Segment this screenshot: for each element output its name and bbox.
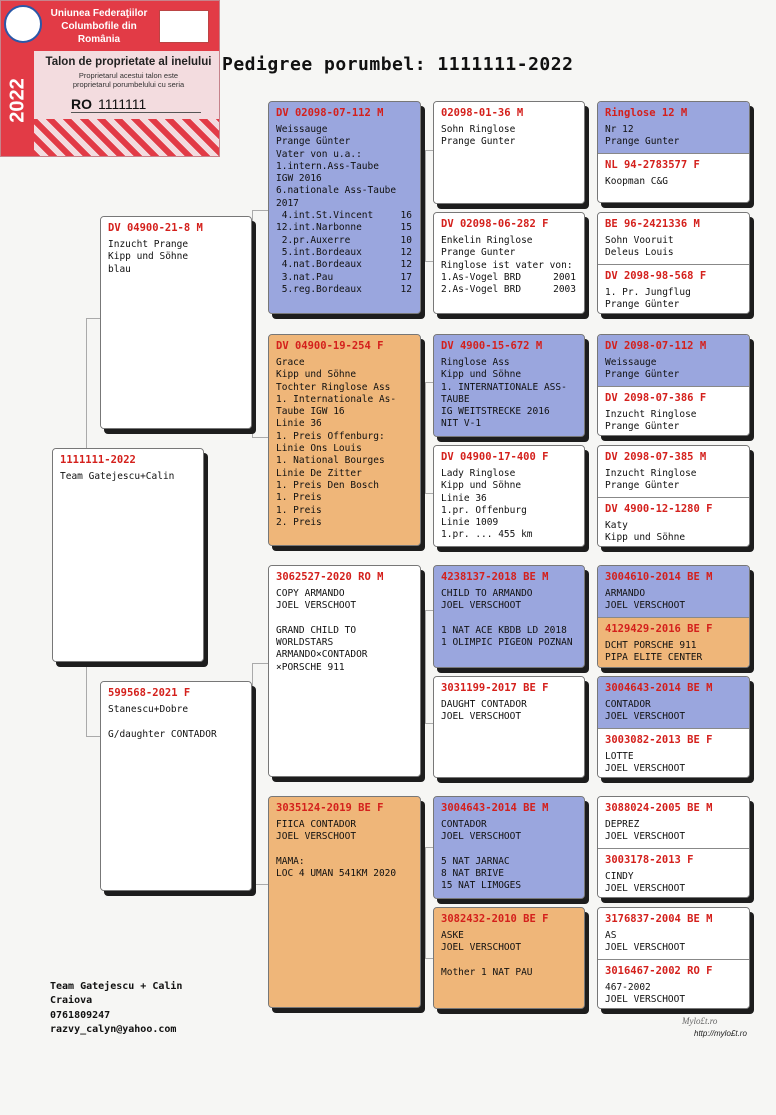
pedigree-card-sire	[100, 216, 252, 429]
pedigree-card-g5	[598, 335, 749, 386]
page-title: Pedigree porumbel: 1111111-2022	[222, 54, 574, 75]
card-line: 1. Preis	[276, 492, 322, 504]
card-line: Kipp und Söhne	[276, 369, 357, 381]
card-line: Sohn Ringlose	[441, 124, 516, 135]
ring-number: DV 4900-15-672 M	[441, 340, 543, 352]
pedigree-card-g16	[598, 959, 749, 1009]
card-line: LOC 4 UMAN 541KM 2020	[276, 868, 397, 880]
pedigree-card-g13	[598, 797, 749, 848]
pedigree-card-g6	[598, 386, 749, 436]
card-line: 1.pr. ... 455 km	[441, 529, 533, 541]
pedigree-card-g12	[598, 728, 749, 778]
card-line: blau	[108, 263, 131, 275]
card-line: ARMANDO	[605, 588, 646, 599]
card-line: Nr 12	[605, 124, 634, 135]
card-line: Prange Gunter	[441, 247, 516, 259]
card-line: JOEL VERSCHOOT	[605, 942, 686, 954]
card-line: CINDY	[605, 871, 634, 882]
card-line: Inzucht Prange	[108, 239, 189, 250]
card-line: JOEL VERSCHOOT	[276, 600, 357, 612]
pedigree-pair-3	[597, 334, 750, 436]
card-line: 2. Preis	[276, 516, 322, 528]
card-line: Prange Günter	[605, 299, 680, 311]
owner-name: Team Gatejescu + Calin	[50, 981, 183, 992]
card-line: CHILD TO ARMANDO	[441, 588, 533, 599]
card-line: 15 NAT LIMOGES	[441, 880, 522, 892]
card-line: JOEL VERSCHOOT	[605, 831, 686, 843]
stamp-ring-number: RO 1111111	[71, 96, 201, 113]
ring-number: DV 2098-07-386 F	[605, 392, 707, 404]
card-line: 8 NAT BRIVE	[441, 868, 504, 880]
card-line: 2017	[276, 197, 299, 209]
card-line: Linie 1009	[441, 517, 499, 529]
card-line: IGW 2016	[276, 173, 322, 185]
pedigree-card-g1	[598, 102, 749, 153]
card-line: Lady Ringlose	[441, 468, 516, 479]
card-line: Grace	[276, 357, 305, 368]
card-line: Prange Günter	[276, 136, 351, 148]
pedigree-card-g11	[598, 677, 749, 728]
card-line: NIT V-1	[441, 418, 482, 430]
card-line: Team Gatejescu+Calin	[60, 471, 175, 482]
ring-number: DV 04900-17-400 F	[441, 451, 549, 463]
pedigree-pair-1	[597, 101, 750, 203]
pedigree-card-sss	[433, 101, 585, 204]
card-line: 5 NAT JARNAC	[441, 855, 510, 867]
card-line: Kipp und Söhne	[108, 251, 189, 263]
ring-number: DV 2098-98-568 F	[605, 270, 707, 282]
card-line: Prange Gunter	[441, 136, 516, 148]
card-line	[441, 955, 578, 967]
card-line: 1. Preis Offenburg:	[276, 430, 385, 442]
card-line: Koopman C&G	[605, 176, 668, 187]
footer-url[interactable]: http://mylo£t.ro	[694, 1029, 747, 1038]
card-line: Prange Günter	[605, 480, 680, 492]
stamp-year: 2022	[6, 78, 29, 123]
ring-number: 3031199-2017 BE F	[441, 682, 549, 694]
card-line	[441, 613, 578, 625]
ring-number: 3016467-2002 RO F	[605, 965, 713, 977]
card-line: Kipp und Söhne	[605, 532, 686, 544]
ring-number: DV 2098-07-112 M	[605, 340, 707, 352]
pedigree-card-g3	[598, 213, 749, 264]
pedigree-card-dam	[100, 681, 252, 891]
card-line: Linie Ons Louis	[276, 443, 362, 455]
pedigree-pair-7	[597, 796, 750, 898]
card-line	[276, 844, 414, 856]
pedigree-card-g7	[598, 446, 749, 497]
card-line: Ringlose Ass	[441, 357, 510, 368]
pedigree-card-g15	[598, 908, 749, 959]
card-line: DAUGHT CONTADOR	[441, 699, 527, 710]
card-line: LOTTE	[605, 751, 634, 762]
result-row: 2.pr.Auxerre 10	[276, 234, 412, 246]
pedigree-card-g2	[598, 153, 749, 203]
pedigree-card-ddd	[433, 907, 585, 1009]
card-line: CONTADOR	[605, 699, 651, 710]
card-line	[276, 613, 414, 625]
card-line: Deleus Louis	[605, 247, 674, 259]
card-line: Inzucht Ringlose	[605, 468, 697, 479]
ring-number: 3003178-2013 F	[605, 854, 694, 866]
card-line: Linie 36	[276, 418, 322, 430]
pedigree-card-g8	[598, 497, 749, 547]
card-line: Taube IGW 16	[276, 406, 345, 418]
card-line: 1 NAT ACE KBDB LD 2018	[441, 624, 567, 636]
ring-number: 3004610-2014 BE M	[605, 571, 713, 583]
card-line: Linie De Zitter	[276, 467, 362, 479]
stamp-hatch-pattern	[34, 119, 220, 157]
card-line: MAMA:	[276, 855, 305, 867]
card-line: Linie 36	[441, 492, 487, 504]
card-line: Ringlose ist vater von:	[441, 259, 573, 271]
card-line: Katy	[605, 520, 628, 531]
card-line: Weissauge	[605, 357, 657, 368]
ring-number: 4129429-2016 BE F	[605, 623, 713, 635]
result-row: 5.reg.Bordeaux 12	[276, 283, 412, 295]
stamp-subtitle: Proprietarul acestui talon este proprietarul porumbelului cu seria	[72, 71, 185, 89]
pedigree-pair-5	[597, 565, 750, 668]
result-row: 4.int.St.Vincent 16	[276, 210, 412, 222]
pedigree-card-dss	[433, 565, 585, 668]
card-line: COPY ARMANDO	[276, 588, 345, 599]
pedigree-card-sire-dam	[268, 334, 421, 546]
stamp-union-name: Uniunea Federaţiilor Columbofile din România	[50, 8, 148, 45]
ring-number: 599568-2021 F	[108, 687, 191, 699]
result-row: 2.As-Vogel BRD 2003	[441, 284, 576, 296]
card-line: Vater von u.a.:	[276, 148, 362, 160]
pedigree-card-sdd	[433, 445, 585, 547]
card-line: 1. Preis Den Bosch	[276, 479, 379, 491]
ring-number: DV 02098-06-282 F	[441, 218, 549, 230]
result-row: 4.nat.Bordeaux 12	[276, 259, 412, 271]
result-row: 3.nat.Pau 17	[276, 271, 412, 283]
federation-logo-icon	[4, 5, 42, 43]
ring-number: DV 02098-07-112 M	[276, 107, 384, 119]
stamp-title: Talon de proprietate al inelului	[45, 56, 212, 68]
card-line: Weissauge	[276, 124, 328, 135]
pedigree-card-subject	[52, 448, 204, 662]
pedigree-card-dam-dam	[268, 796, 421, 1008]
card-line: Tochter Ringlose Ass	[276, 381, 391, 393]
ring-number: 3003082-2013 BE F	[605, 734, 713, 746]
card-line: 6.nationale Ass-Taube	[276, 185, 397, 197]
card-line: FIICA CONTADOR	[276, 819, 357, 830]
result-row: 5.int.Bordeaux 12	[276, 246, 412, 258]
connector-dam	[252, 663, 269, 885]
pedigree-card-ssd	[433, 212, 585, 314]
card-line	[108, 716, 245, 728]
pedigree-card-g14	[598, 848, 749, 898]
ring-number: NL 94-2783577 F	[605, 159, 700, 171]
card-line: JOEL VERSCHOOT	[605, 711, 686, 723]
card-line: Kipp und Söhne	[441, 480, 522, 492]
card-line: 1 OLIMPIC PIGEON POZNAN	[441, 637, 573, 649]
ring-number: 3004643-2014 BE M	[605, 682, 713, 694]
owner-contact	[50, 980, 182, 1037]
card-line: JOEL VERSCHOOT	[605, 994, 686, 1006]
card-line: Prange Gunter	[605, 136, 680, 148]
card-line: PIPA ELITE CENTER	[605, 652, 703, 664]
ring-number: 3088024-2005 BE M	[605, 802, 713, 814]
owner-phone: 0761809247	[50, 1009, 111, 1021]
card-line: JOEL VERSCHOOT	[605, 883, 686, 895]
card-line: WORLDSTARS	[276, 637, 334, 649]
card-line: GRAND CHILD TO	[276, 624, 357, 636]
card-line: 1.intern.Ass-Taube	[276, 160, 379, 172]
card-line: ARMANDO×CONTADOR	[276, 649, 368, 661]
card-line: JOEL VERSCHOOT	[605, 763, 686, 775]
ring-number: 02098-01-36 M	[441, 107, 524, 119]
card-line: 1. Pr. Jungflug	[605, 287, 691, 298]
pedigree-pair-2	[597, 212, 750, 314]
federation-emblem-icon	[159, 10, 209, 43]
card-line: DCHT PORSCHE 911	[605, 640, 697, 651]
ring-number: 3062527-2020 RO M	[276, 571, 384, 583]
ring-number: 1111111-2022	[60, 454, 136, 466]
pedigree-pair-8	[597, 907, 750, 1009]
card-line: Enkelin Ringlose	[441, 235, 533, 246]
ring-number: DV 2098-07-385 M	[605, 451, 707, 463]
pedigree-pair-4	[597, 445, 750, 547]
ring-number: 3004643-2014 BE M	[441, 802, 549, 814]
ring-number: DV 04900-19-254 F	[276, 340, 384, 352]
ring-number: DV 04900-21-8 M	[108, 222, 203, 234]
card-line: TAUBE	[441, 393, 470, 405]
card-line: JOEL VERSCHOOT	[276, 831, 357, 843]
pedigree-card-dds	[433, 796, 585, 899]
card-line: Mother 1 NAT PAU	[441, 966, 533, 978]
card-line: JOEL VERSCHOOT	[605, 600, 686, 612]
card-line	[441, 844, 578, 856]
pedigree-card-dsd	[433, 676, 585, 778]
card-line: JOEL VERSCHOOT	[441, 831, 522, 843]
ring-number: Ringlose 12 M	[605, 107, 688, 119]
card-line: Prange Günter	[605, 421, 680, 433]
ring-number: 3176837-2004 BE M	[605, 913, 713, 925]
result-row: 1.As-Vogel BRD 2001	[441, 271, 576, 283]
card-line: ×PORSCHE 911	[276, 661, 345, 673]
ring-number: 3082432-2010 BE F	[441, 913, 549, 925]
card-line: ASKE	[441, 930, 464, 941]
connector-sire	[252, 210, 269, 438]
card-line: JOEL VERSCHOOT	[441, 711, 522, 723]
pedigree-card-g4	[598, 264, 749, 314]
card-line: IG WEITSTRECKE 2016	[441, 406, 550, 418]
card-line: JOEL VERSCHOOT	[441, 600, 522, 612]
result-row: 12.int.Narbonne 15	[276, 222, 412, 234]
owner-city: Craiova	[50, 995, 93, 1007]
pedigree-card-sds	[433, 334, 585, 437]
pedigree-card-sire-sire	[268, 101, 421, 314]
pedigree-card-g9	[598, 566, 749, 617]
pedigree-card-dam-sire	[268, 565, 421, 777]
card-line: 1. Preis	[276, 504, 322, 516]
ring-number: BE 96-2421336 M	[605, 218, 700, 230]
card-line: CONTADOR	[441, 819, 487, 830]
card-line: G/daughter CONTADOR	[108, 728, 217, 740]
ring-number: 4238137-2018 BE M	[441, 571, 549, 583]
card-line: Sohn Vooruit	[605, 235, 674, 246]
card-line: Kipp und Söhne	[441, 369, 522, 381]
card-line: 1.pr. Offenburg	[441, 504, 527, 516]
pedigree-card-g10	[598, 617, 749, 668]
ring-number: DV 4900-12-1280 F	[605, 503, 713, 515]
card-line: AS	[605, 930, 617, 941]
ring-number: 3035124-2019 BE F	[276, 802, 384, 814]
card-line: Inzucht Ringlose	[605, 409, 697, 420]
card-line: DEPREZ	[605, 819, 640, 830]
card-line: 1. Internationale As-	[276, 393, 397, 405]
owner-email[interactable]: razvy_calyn@yahoo.com	[50, 1023, 177, 1035]
card-line: JOEL VERSCHOOT	[441, 942, 522, 954]
card-line: 1. INTERNATIONALE ASS-	[441, 381, 567, 393]
card-line: Prange Günter	[605, 369, 680, 381]
card-line: Stanescu+Dobre	[108, 704, 189, 715]
pedigree-pair-6	[597, 676, 750, 778]
signature: Mylo£t.ro	[682, 1016, 718, 1026]
ring-ownership-stamp	[0, 0, 220, 157]
card-line: 467-2002	[605, 982, 651, 993]
card-line: 1. National Bourges	[276, 455, 385, 467]
